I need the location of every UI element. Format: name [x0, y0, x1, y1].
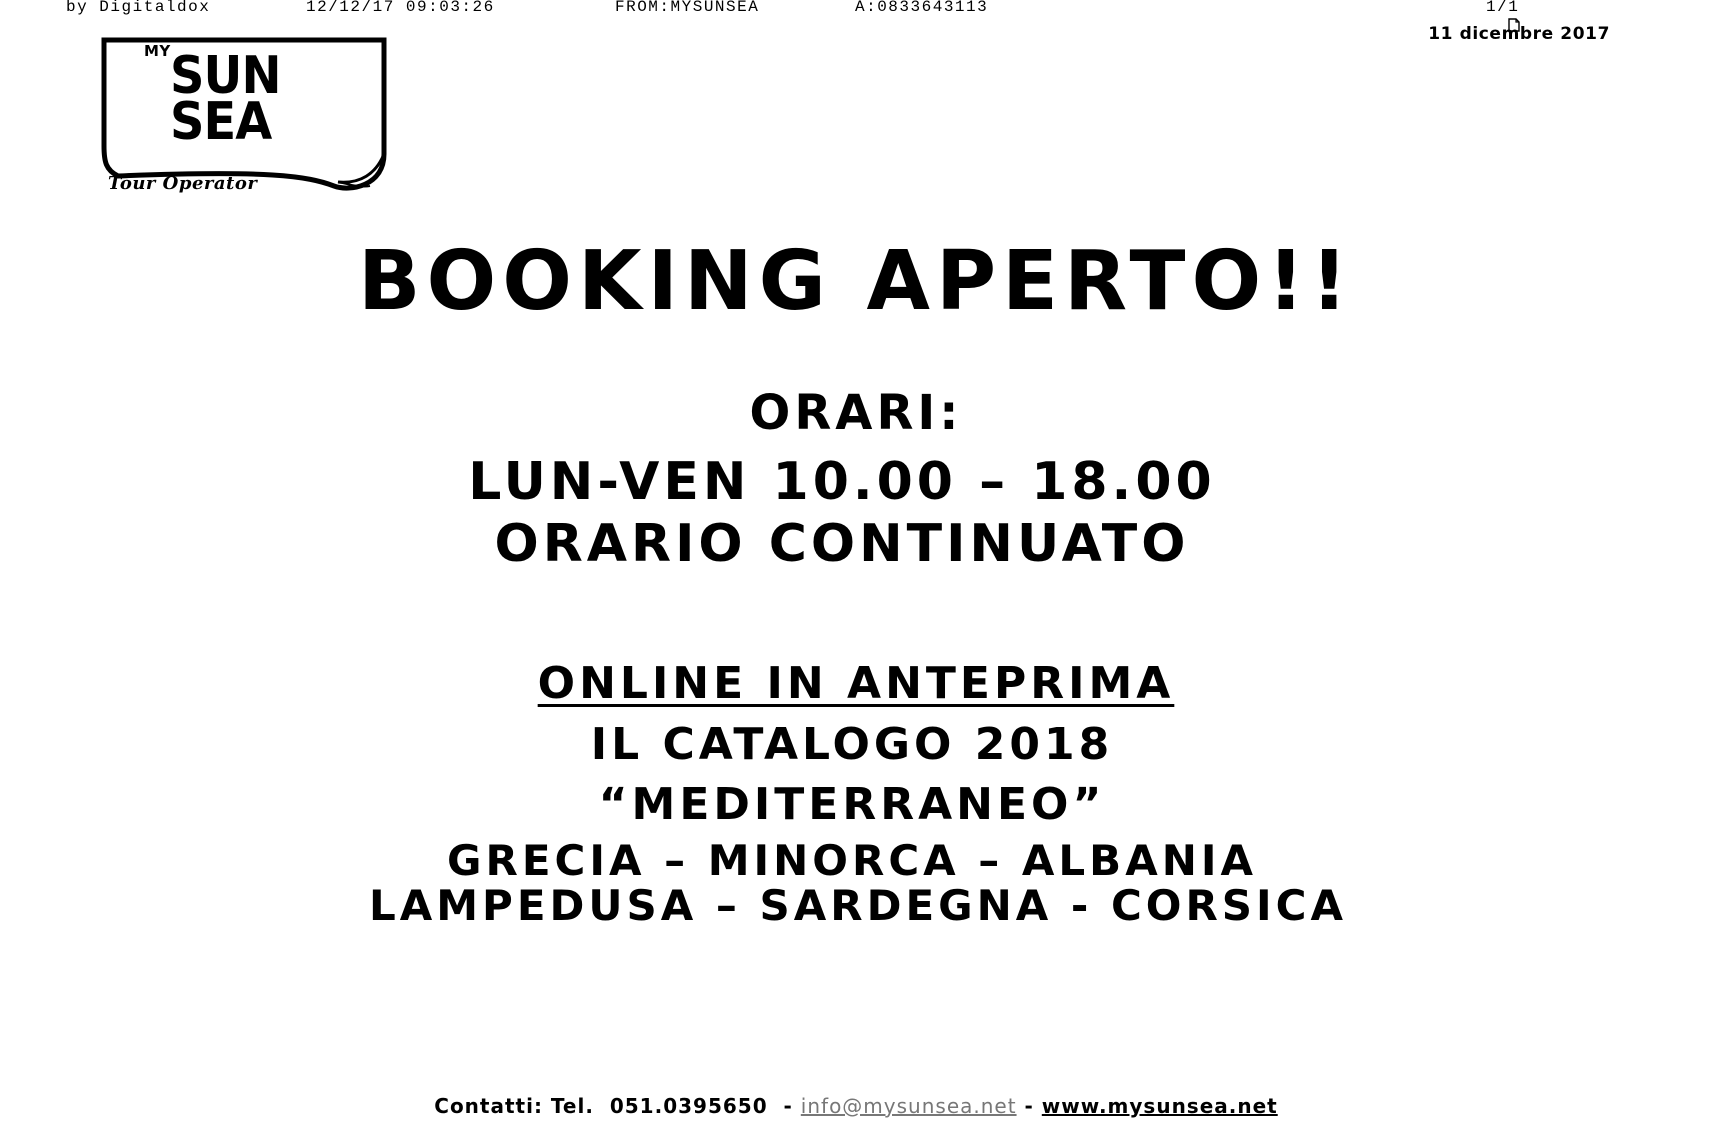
contacts-separator: - [1016, 1094, 1042, 1118]
hours-label: ORARI: [749, 385, 963, 441]
contacts [0, 1094, 1712, 1118]
company-logo [98, 36, 388, 198]
contacts-website-link[interactable]: www.mysunsea.net [1041, 1094, 1278, 1118]
fax-to: A:0833643113 [855, 0, 989, 16]
contacts-email-link[interactable]: info@mysunsea.net [800, 1094, 1017, 1118]
fax-sender: by Digitaldox [66, 0, 211, 16]
logo-sea: SEA [170, 92, 272, 152]
hours-value: LUN-VEN 10.00 – 18.00 [468, 452, 1216, 512]
logo-my: MY [144, 42, 171, 60]
catalog-name: “MEDITERRANEO” [598, 779, 1106, 830]
page-icon [1464, 0, 1476, 14]
online-preview-text: ONLINE IN ANTEPRIMA [537, 658, 1175, 709]
logo-sun: SUN [170, 46, 281, 106]
fax-page-counter [1464, 0, 1519, 16]
headline: BOOKING APERTO!! [358, 234, 1354, 329]
contacts-phone: Contatti: Tel. 051.0395650 - [434, 1094, 801, 1118]
online-preview [0, 656, 1720, 712]
fax-datetime: 12/12/17 09:03:26 [306, 0, 495, 16]
catalog-title: IL CATALOGO 2018 [590, 719, 1114, 770]
fax-from: FROM:MYSUNSEA [615, 0, 760, 16]
hours-note: ORARIO CONTINUATO [494, 514, 1190, 574]
logo-subtitle: Tour Operator [108, 173, 258, 194]
destinations-line-2: LAMPEDUSA – SARDEGNA - CORSICA [368, 881, 1348, 930]
document-date: 11 dicembre 2017 [1428, 24, 1610, 44]
destinations-line-1: GRECIA – MINORCA – ALBANIA [447, 836, 1257, 885]
fax-page-number: 1/1 [1486, 0, 1520, 16]
